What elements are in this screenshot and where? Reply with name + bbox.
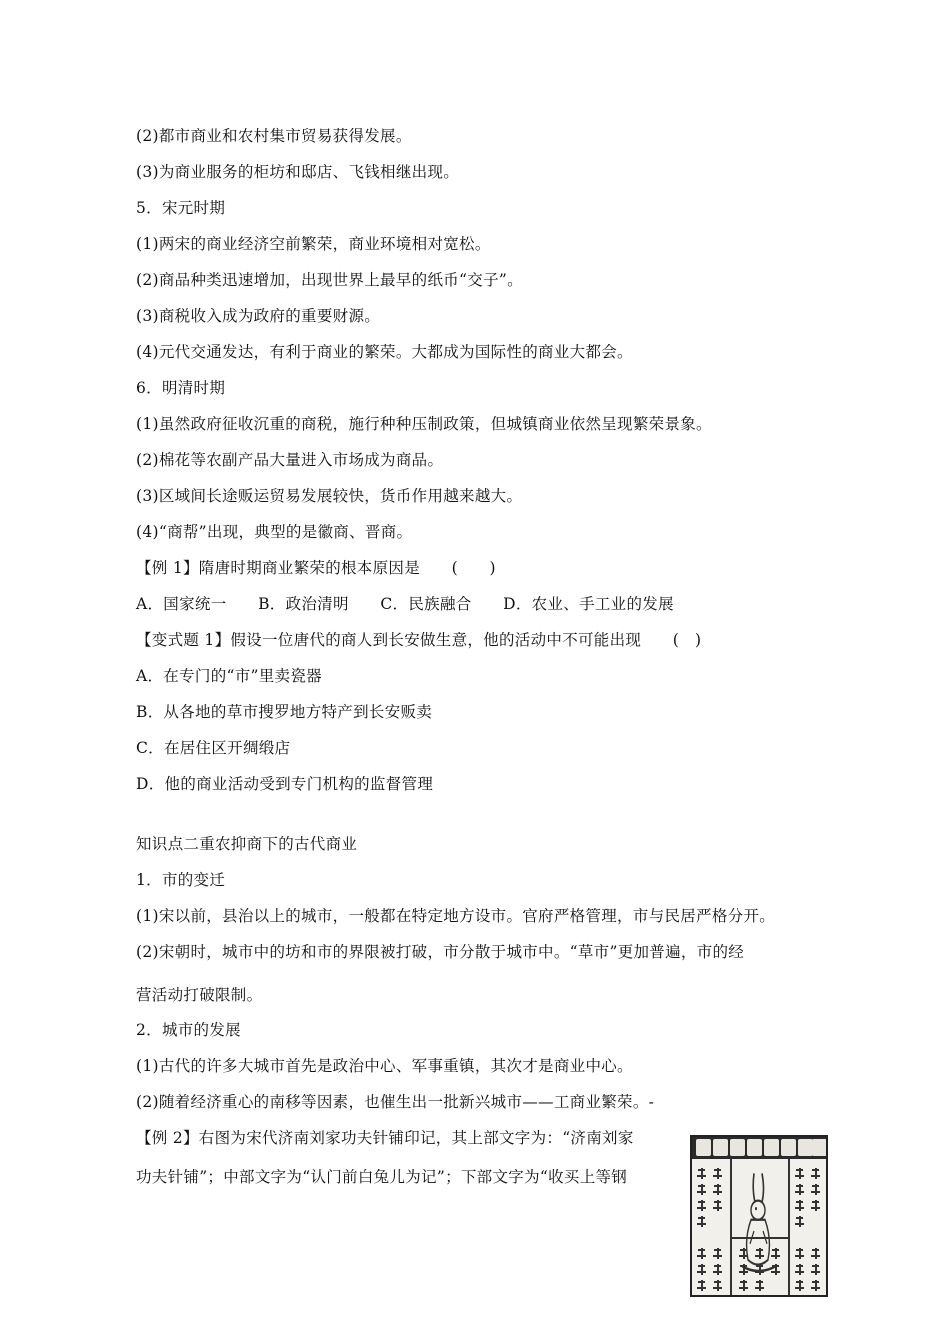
text-line: (2)棉花等农副产品大量进入市场成为商品。 [136,451,444,469]
text-line: (4)元代交通发达，有利于商业的繁荣。大都成为国际性的商业大都会。 [136,343,633,361]
answer-options: A．国家统一 B．政治清明 C．民族融合 D．农业、手工业的发展 [136,595,674,613]
text-line: (3)为商业服务的柜坊和邸店、飞钱相继出现。 [136,163,460,181]
text-line: (1)两宋的商业经济空前繁荣，商业环境相对宽松。 [136,235,491,253]
print-divider [730,1159,732,1297]
section-heading: 2．城市的发展 [136,1021,241,1039]
example-question: 【例 1】隋唐时期商业繁荣的根本原因是 ( ) [136,559,496,577]
variant-question: 【变式题 1】假设一位唐代的商人到长安做生意，他的活动中不可能出现 ( ) [136,631,702,649]
print-divider [788,1159,790,1297]
text-line: (1)宋以前，县治以上的城市，一般都在特定地方设市。官府严格管理，市与民居严格分开。 [136,907,776,925]
text-line: (3)商税收入成为政府的重要财源。 [136,307,381,325]
text-line: (2)都市商业和农村集市贸易获得发展。 [136,127,412,145]
text-line: (1)虽然政府征收沉重的商税，施行种种压制政策，但城镇商业依然呈现繁荣景象。 [136,415,712,433]
knowledge-point-heading: 知识点二重农抑商下的古代商业 [136,835,358,853]
text-line: (1)古代的许多大城市首先是政治中心、军事重镇，其次才是商业中心。 [136,1057,633,1075]
example-question: 【例 2】右图为宋代济南刘家功夫针铺印记，其上部文字为：“济南刘家 [136,1129,634,1147]
option-c: C．在居住区开绸缎店 [136,739,291,757]
print-top-banner [692,1137,826,1159]
option-a: A．在专门的“市”里卖瓷器 [136,667,322,685]
text-line: (2)宋朝时，城市中的坊和市的界限被打破，市分散于城市中。“草市”更加普遍，市的经 [136,943,745,961]
text-line: (3)区域间长途贩运贸易发展较快，货币作用越来越大。 [136,487,523,505]
needle-shop-print-image [690,1135,828,1297]
section-heading: 1．市的变迁 [136,871,226,889]
section-heading: 5．宋元时期 [136,199,226,217]
section-heading: 6．明清时期 [136,379,226,397]
text-line: (2)商品种类迅速增加，出现世界上最早的纸币“交子”。 [136,271,523,289]
white-rabbit-icon [736,1167,782,1279]
text-line: (4)“商帮”出现，典型的是徽商、晋商。 [136,523,413,541]
option-d: D．他的商业活动受到专门机构的监督管理 [136,775,434,793]
text-line: (2)随着经济重心的南移等因素，也催生出一批新兴城市——工商业繁荣。- [136,1093,655,1111]
option-b: B．从各地的草市搜罗地方特产到长安贩卖 [136,703,433,721]
text-line: 营活动打破限制。 [136,986,263,1004]
text-line: 功夫针铺”；中部文字为“认门前白兔儿为记”；下部文字为“收买上等钢 [136,1168,628,1186]
